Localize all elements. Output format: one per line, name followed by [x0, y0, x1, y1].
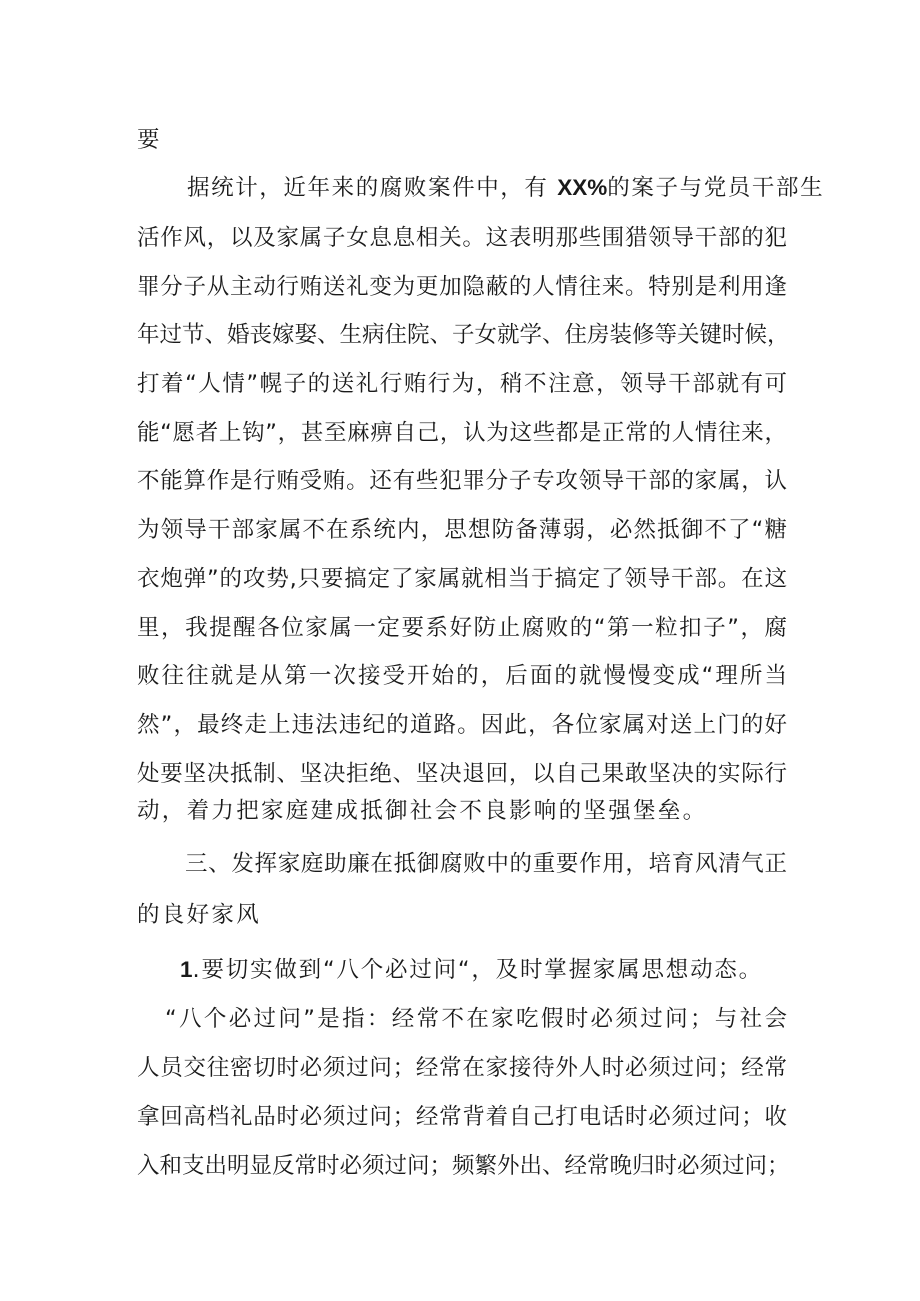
text-line [137, 1102, 787, 1132]
text-line [137, 661, 787, 691]
subheading-item-1 [180, 955, 830, 985]
item-number: 1 [180, 957, 193, 982]
line-text: 人员交往密切时必须过问；经常在家接待外人时必须过问；经常 [137, 1055, 787, 1081]
text-line [137, 272, 787, 302]
line-text: 入和支出明显反常时必须过问；频繁外出、经常晚归时必须过问； [137, 1153, 790, 1179]
line-text: “八个必过问”是指：经常不在家吃假时必须过问；与社会 [165, 1006, 787, 1032]
heading-text: 三、发挥家庭助廉在抵御腐败中的重要作用，培育风清气正 [185, 851, 787, 877]
line-text: 动，着力把家庭建成抵御社会不良影响的坚强堡垒。 [137, 798, 708, 824]
text-line-paragraph-end [137, 796, 787, 826]
heading-text: 的良好家风 [137, 902, 262, 928]
line-text: 罪分子从主动行贿送礼变为更加隐蔽的人情往来。特别是利用逢 [137, 274, 787, 300]
line-text: 衣炮弹”的攻势,只要搞定了家属就相当于搞定了领导干部。在这 [137, 566, 787, 592]
text-line [165, 1004, 787, 1034]
line-text: 不能算作是行贿受贿。还有些犯罪分子专攻领导干部的家属，认 [137, 468, 787, 494]
line-text: 年过节、婚丧嫁娶、生病住院、子女就学、住房装修等关键时候， [137, 322, 790, 348]
line-text: 要 [137, 127, 162, 153]
line-text: 里，我提醒各位家属一定要系好防止腐败的“第一粒扣子”，腐 [137, 615, 787, 641]
line-text: 据统计，近年来的腐败案件中，有 [187, 175, 558, 201]
line-text: 的案子与党员干部生 [607, 175, 825, 201]
text-line [137, 710, 787, 740]
section-heading-three-continued [137, 900, 787, 930]
line-text: 然”，最终走上违法违纪的道路。因此，各位家属对送上门的好 [137, 712, 787, 738]
text-line [137, 369, 787, 399]
text-line [137, 1151, 790, 1181]
line-text: 拿回高档礼品时必须过问；经常背着自己打电话时必须过问；收 [137, 1104, 787, 1130]
line-text: 打着“人情”幌子的送礼行贿行为，稍不注意，领导干部就有可 [137, 371, 787, 397]
text-line [137, 515, 787, 545]
text-line [137, 613, 787, 643]
text-line [137, 564, 787, 594]
text-line [137, 223, 787, 253]
text-line [137, 320, 790, 350]
section-heading-three [185, 849, 787, 879]
text-line [137, 1053, 787, 1083]
text-line [137, 418, 787, 448]
text-line [137, 759, 787, 789]
line-text: 为领导干部家属不在系统内，思想防备薄弱，必然抵御不了“糖 [137, 517, 787, 543]
line-text: 处要坚决抵制、坚决拒绝、坚决退回，以自己果敢坚决的实际行 [137, 761, 787, 787]
line-text: 能“愿者上钩”，甚至麻痹自己，认为这些都是正常的人情往来， [137, 420, 787, 446]
percentage-placeholder: XX% [557, 175, 608, 200]
text-line [137, 466, 787, 496]
line-text: 活作风，以及家属子女息息相关。这表明那些围猎领导干部的犯 [137, 225, 787, 251]
paragraph-statistics-start [187, 173, 825, 203]
subheading-text: .要切实做到“八个必过问“，及时掌握家属思想动态。 [192, 957, 763, 983]
text-line-continuation [137, 125, 787, 155]
line-text: 败往往就是从第一次接受开始的，后面的就慢慢变成“理所当 [137, 663, 787, 689]
